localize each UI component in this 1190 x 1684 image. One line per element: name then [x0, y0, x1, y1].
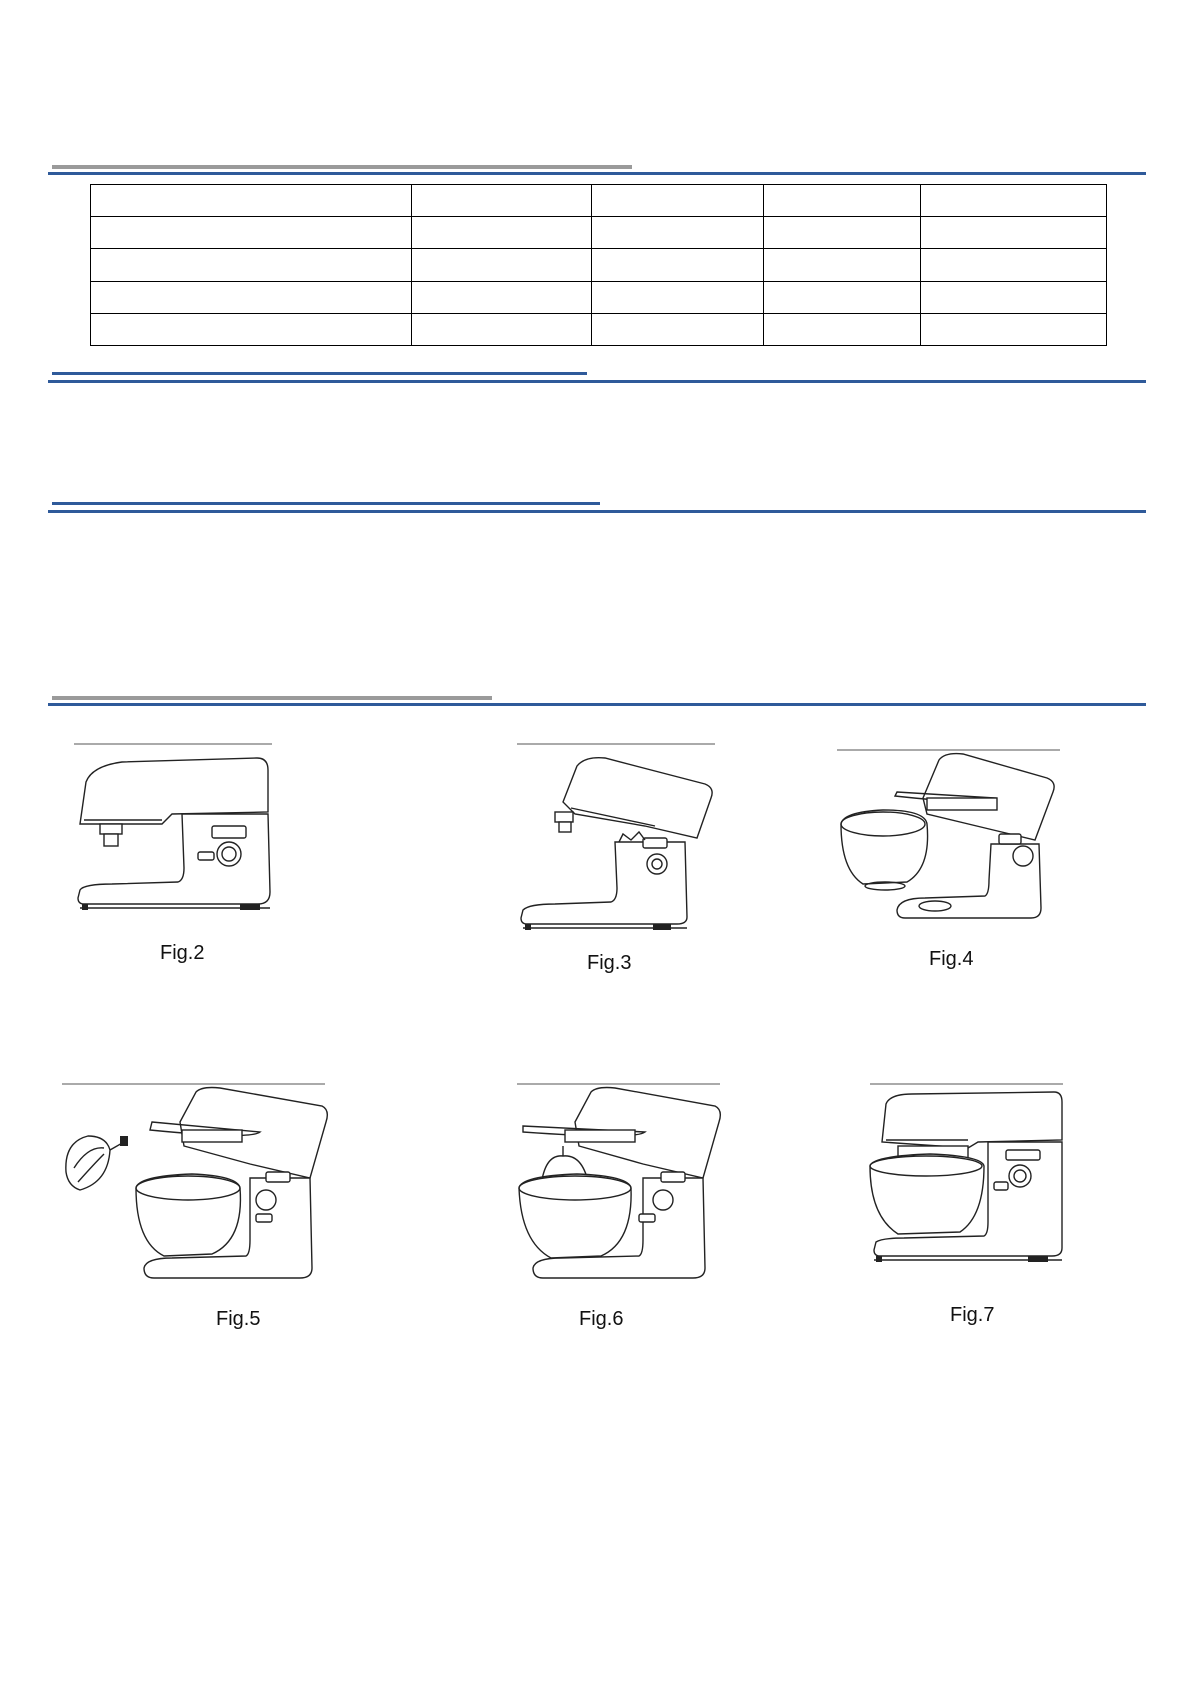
figure-caption: Fig.7	[950, 1304, 995, 1326]
figure-caption: Fig.6	[579, 1308, 624, 1330]
section-rule-short-2	[52, 372, 587, 375]
section-rule-3	[48, 510, 1146, 513]
table-row	[91, 185, 1107, 217]
figure-caption: Fig.5	[216, 1308, 261, 1330]
figure-caption: Fig.2	[160, 942, 205, 964]
section-rule-2	[48, 380, 1146, 383]
mixer-attachment-illustration	[60, 1082, 330, 1282]
mixer-beater-fitted-illustration	[515, 1082, 725, 1282]
section-rule-short-3	[52, 502, 600, 505]
mixer-head-down-illustration	[72, 742, 282, 927]
table-row	[91, 313, 1107, 345]
section-rule-short-4	[52, 696, 492, 700]
figure-fig3	[515, 742, 725, 974]
section-rule-short-1	[52, 165, 632, 169]
figure-fig2	[72, 742, 282, 964]
table-row	[91, 217, 1107, 249]
figure-caption: Fig.3	[587, 952, 632, 974]
figure-fig7	[868, 1082, 1068, 1326]
mixer-head-tilted-illustration	[515, 742, 725, 932]
mixer-bowl-placement-illustration	[835, 748, 1065, 933]
table-row	[91, 249, 1107, 281]
section-rule-4	[48, 703, 1146, 706]
mixer-ready-illustration	[868, 1082, 1068, 1272]
spec-table	[90, 184, 1107, 346]
section-rule-1	[48, 172, 1146, 175]
figure-fig6	[515, 1082, 725, 1330]
figure-fig5	[60, 1082, 330, 1330]
figure-fig4	[835, 748, 1065, 970]
table-row	[91, 281, 1107, 313]
figure-caption: Fig.4	[929, 948, 974, 970]
